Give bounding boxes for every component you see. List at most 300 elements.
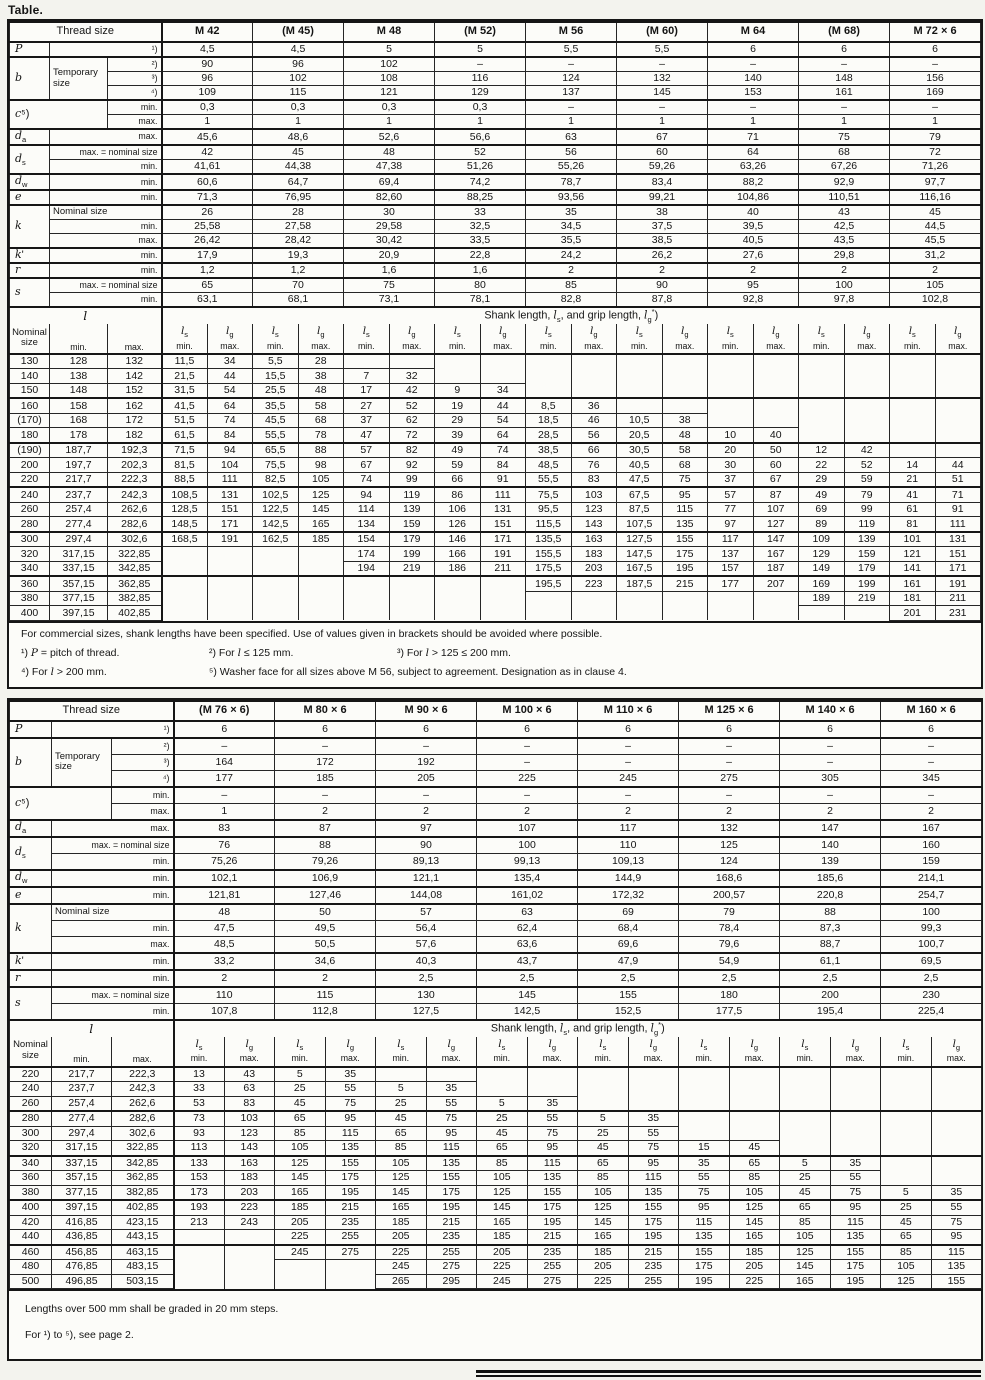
length-cell: 68	[298, 413, 344, 428]
length-cell: 49	[435, 443, 481, 458]
value-cell: 152,5	[578, 1003, 679, 1020]
length-cell: 51	[935, 472, 981, 487]
value-cell: 63	[477, 904, 578, 921]
length-cell: 131	[480, 502, 526, 517]
length-cell: 115	[325, 1126, 376, 1141]
length-cell: 215	[426, 1215, 477, 1230]
nominal-size-cell: 300	[10, 1126, 52, 1141]
length-cell: 205	[477, 1245, 528, 1260]
value-cell: 109,13	[578, 853, 679, 870]
length-cell: 155	[931, 1274, 982, 1289]
length-cell	[890, 428, 936, 443]
value-cell: 6	[799, 42, 890, 57]
value-cell: 52	[435, 145, 526, 160]
length-cell: 55,5	[253, 428, 299, 443]
property-row	[10, 129, 981, 145]
row-label: max.	[52, 936, 174, 953]
length-cell	[325, 1260, 376, 1275]
length-cell	[935, 413, 981, 428]
value-cell: –	[578, 738, 679, 755]
length-cell	[679, 1126, 730, 1141]
thread-col-header: (M 52)	[435, 22, 526, 42]
row-label: min.	[50, 293, 162, 308]
length-cell: 85	[578, 1171, 629, 1186]
length-cell: 85	[376, 1141, 427, 1156]
length-cell	[780, 1082, 831, 1097]
value-cell: 116	[435, 72, 526, 86]
length-cell: 47	[344, 428, 390, 443]
length-cell: 151	[935, 547, 981, 562]
value-cell: –	[780, 738, 881, 755]
length-cell: 203	[224, 1185, 275, 1200]
value-cell: 185,6	[780, 870, 881, 887]
length-cell	[617, 591, 663, 606]
value-cell: 1	[344, 115, 435, 130]
length-cell: 145	[298, 502, 344, 517]
value-cell: 2,5	[679, 970, 780, 987]
max-label: max.	[527, 1052, 578, 1067]
length-cell	[344, 591, 390, 606]
length-cell: 55,5	[526, 472, 572, 487]
min-label: min.	[162, 339, 208, 354]
length-cell: 145	[729, 1215, 780, 1230]
l-min-cell: 277,4	[50, 517, 108, 532]
value-cell: –	[780, 754, 881, 770]
row-label: min.	[50, 174, 162, 190]
value-cell: –	[477, 787, 578, 804]
length-cell	[224, 1230, 275, 1245]
length-cell: 165	[477, 1215, 528, 1230]
length-cell: 111	[935, 517, 981, 532]
value-cell: 148	[799, 72, 890, 86]
length-cell: 13	[174, 1067, 225, 1082]
nominal-size-cell: 200	[10, 458, 50, 473]
length-cell: 30,5	[617, 443, 663, 458]
length-cell: 92	[389, 458, 435, 473]
length-cell: 9	[435, 383, 481, 398]
length-cell: 95	[325, 1111, 376, 1126]
length-cell	[298, 561, 344, 576]
value-cell: 78,1	[435, 293, 526, 308]
length-cell: 5	[780, 1156, 831, 1171]
value-cell: 49,5	[275, 920, 376, 936]
shank-title-row	[10, 1020, 982, 1037]
length-cell: 128,5	[162, 502, 208, 517]
value-cell: 121,81	[174, 887, 275, 904]
length-cell: 75	[679, 1185, 730, 1200]
value-cell: 97,7	[890, 174, 981, 190]
min-label: min.	[477, 1052, 528, 1067]
length-cell: 181	[890, 591, 936, 606]
value-cell: 1,2	[253, 263, 344, 278]
length-cell	[571, 354, 617, 369]
value-cell: 2	[275, 803, 376, 820]
min-label: min.	[679, 1052, 730, 1067]
value-cell: 1	[617, 115, 708, 130]
value-cell: 124	[526, 72, 617, 86]
length-cell	[275, 1274, 326, 1289]
value-cell: 2	[526, 263, 617, 278]
length-cell: 137	[708, 547, 754, 562]
value-cell: 2	[617, 263, 708, 278]
value-cell: –	[799, 57, 890, 72]
value-cell: 99,21	[617, 190, 708, 205]
shank-row	[10, 443, 981, 458]
value-cell: 5	[344, 42, 435, 57]
value-cell: 88,25	[435, 190, 526, 205]
length-cell: 265	[376, 1274, 427, 1289]
length-cell: 146	[435, 532, 481, 547]
length-cell	[253, 576, 299, 591]
value-cell: 96	[162, 72, 253, 86]
row-label: $d_a$	[10, 129, 50, 145]
length-cell	[389, 591, 435, 606]
shank-title-row	[10, 307, 981, 324]
length-cell: 175	[426, 1185, 477, 1200]
value-cell: 6	[780, 721, 881, 738]
lg-header: $l_g$	[628, 1037, 679, 1053]
length-cell: 191	[207, 532, 253, 547]
value-cell: 50,5	[275, 936, 376, 953]
nominal-size-cell: 280	[10, 517, 50, 532]
value-cell: 0,3	[162, 100, 253, 115]
length-cell	[844, 383, 890, 398]
value-cell: –	[174, 787, 275, 804]
value-cell: 140	[780, 837, 881, 854]
value-cell: 71	[708, 129, 799, 145]
value-cell: 110,51	[799, 190, 890, 205]
length-cell	[890, 398, 936, 413]
property-row	[10, 293, 981, 308]
length-cell	[708, 354, 754, 369]
value-cell: 33,2	[174, 953, 275, 970]
length-cell: 125	[881, 1274, 932, 1289]
length-cell: 155	[628, 1200, 679, 1215]
value-cell: 75,26	[174, 853, 275, 870]
length-cell: 68	[662, 458, 708, 473]
row-label: ²)	[112, 738, 174, 755]
length-cell: 65	[477, 1141, 528, 1156]
l-max-cell: 483,15	[112, 1260, 174, 1275]
length-cell: 45	[729, 1141, 780, 1156]
value-cell: 34,6	[275, 953, 376, 970]
length-cell	[753, 413, 799, 428]
length-cell: 169	[799, 576, 845, 591]
length-cell	[275, 1260, 326, 1275]
length-cell: 11,5	[162, 354, 208, 369]
row-label: max. = nominal size	[50, 278, 162, 293]
value-cell: 0,3	[435, 100, 526, 115]
length-cell: 105	[376, 1156, 427, 1171]
row-label: k'	[10, 953, 52, 970]
length-cell	[881, 1082, 932, 1097]
length-cell: 75,5	[526, 487, 572, 502]
length-cell: 173	[174, 1185, 225, 1200]
row-label: max.	[50, 234, 162, 249]
length-cell: 98	[298, 458, 344, 473]
value-cell: 0,3	[344, 100, 435, 115]
length-cell	[799, 398, 845, 413]
length-cell	[435, 606, 481, 621]
length-cell: 67	[344, 458, 390, 473]
length-cell: 29	[799, 472, 845, 487]
length-cell: 115	[931, 1245, 982, 1260]
value-cell: 56,4	[376, 920, 477, 936]
value-cell: 79,6	[679, 936, 780, 953]
value-cell: 47,9	[578, 953, 679, 970]
value-cell: 2	[881, 803, 982, 820]
length-cell: 175	[325, 1171, 376, 1186]
value-cell: 144,08	[376, 887, 477, 904]
value-cell: 1	[174, 803, 275, 820]
value-cell: 92,9	[799, 174, 890, 190]
length-cell: 25	[477, 1111, 528, 1126]
length-cell: 143	[571, 517, 617, 532]
row-label: $d_s$	[10, 145, 50, 174]
value-cell: 37,5	[617, 220, 708, 234]
value-cell: 35,5	[526, 234, 617, 249]
length-cell: 95	[426, 1126, 477, 1141]
length-cell: 102,5	[253, 487, 299, 502]
value-cell: 139	[780, 853, 881, 870]
shank-row	[10, 561, 981, 576]
value-cell: 87,8	[617, 293, 708, 308]
value-cell: 24,2	[526, 248, 617, 263]
shank-subheader-row	[10, 1037, 982, 1053]
l-max-cell: 503,15	[112, 1274, 174, 1289]
value-cell: 99,13	[477, 853, 578, 870]
length-cell	[931, 1171, 982, 1186]
value-cell: 87,3	[780, 920, 881, 936]
value-cell: 56,6	[435, 129, 526, 145]
length-cell	[931, 1096, 982, 1111]
value-cell: –	[890, 57, 981, 72]
length-cell: 7	[344, 369, 390, 384]
row-label: min.	[52, 853, 174, 870]
length-cell: 135	[662, 517, 708, 532]
length-cell: 159	[389, 517, 435, 532]
length-cell: 201	[890, 606, 936, 621]
length-cell	[881, 1141, 932, 1156]
shank-row	[10, 1260, 982, 1275]
properties-section	[10, 42, 981, 307]
thread-col-header: M 110 × 6	[578, 701, 679, 721]
length-cell: 145	[477, 1200, 528, 1215]
length-cell: 89	[799, 517, 845, 532]
property-row	[10, 920, 982, 936]
value-cell: –	[890, 100, 981, 115]
min-label: min.	[376, 1052, 427, 1067]
length-cell: 64	[207, 398, 253, 413]
length-cell	[881, 1126, 932, 1141]
length-cell: 115	[527, 1156, 578, 1171]
property-row	[10, 870, 982, 887]
l-min-cell: 148	[50, 383, 108, 398]
length-cell: 107,5	[617, 517, 663, 532]
value-cell: 48	[344, 145, 435, 160]
row-label: c⁵)	[10, 100, 108, 129]
length-cell	[708, 591, 754, 606]
length-cell	[376, 1067, 427, 1082]
value-cell: 1,2	[162, 263, 253, 278]
value-cell: 97,8	[799, 293, 890, 308]
value-cell: 79	[679, 904, 780, 921]
length-cell: 245	[477, 1274, 528, 1289]
length-cell: 155	[662, 532, 708, 547]
length-cell: 275	[426, 1260, 477, 1275]
value-cell: 69	[578, 904, 679, 921]
length-cell: 195	[628, 1230, 679, 1245]
value-cell: 2	[799, 263, 890, 278]
length-cell: 106	[435, 502, 481, 517]
length-cell: 107	[753, 502, 799, 517]
length-cell: 103	[571, 487, 617, 502]
shank-row	[10, 383, 981, 398]
l-max-cell: 362,85	[108, 576, 162, 591]
length-cell	[389, 576, 435, 591]
length-cell	[830, 1126, 881, 1141]
nominal-size-cell: 500	[10, 1274, 52, 1289]
shank-row	[10, 502, 981, 517]
value-cell: 47,38	[344, 160, 435, 175]
table1-mount	[9, 21, 981, 621]
row-label: ¹)	[52, 721, 174, 738]
value-cell: 104,86	[708, 190, 799, 205]
length-cell: 12	[799, 443, 845, 458]
value-cell: 78,7	[526, 174, 617, 190]
value-cell: 79,26	[275, 853, 376, 870]
length-cell: 131	[207, 487, 253, 502]
length-cell: 43	[224, 1067, 275, 1082]
value-cell: 45,6	[162, 129, 253, 145]
length-cell	[881, 1171, 932, 1186]
value-cell: 6	[174, 721, 275, 738]
ls-header: $l_s$	[174, 1037, 225, 1053]
length-cell	[780, 1111, 831, 1126]
row-label: min.	[52, 920, 174, 936]
value-cell: 52,6	[344, 129, 435, 145]
length-cell: 159	[844, 547, 890, 562]
value-cell: 47,5	[174, 920, 275, 936]
length-cell: 186	[435, 561, 481, 576]
length-cell: 235	[325, 1215, 376, 1230]
table1-footnotes-row-2	[21, 666, 971, 678]
length-cell: 93	[174, 1126, 225, 1141]
value-cell: 156	[890, 72, 981, 86]
length-cell	[935, 354, 981, 369]
length-cell: 163	[224, 1156, 275, 1171]
length-cell: 171	[207, 517, 253, 532]
length-cell	[799, 428, 845, 443]
value-cell: 110	[578, 837, 679, 854]
row-label: e	[10, 887, 52, 904]
length-cell: 105	[275, 1141, 326, 1156]
length-cell: 45	[578, 1141, 629, 1156]
value-cell: 172	[275, 754, 376, 770]
length-cell: 42	[844, 443, 890, 458]
value-cell: 2,5	[881, 970, 982, 987]
length-cell: 225	[729, 1274, 780, 1289]
length-cell: 45	[881, 1215, 932, 1230]
row-label: k'	[10, 248, 50, 263]
length-cell: 155,5	[526, 547, 572, 562]
length-cell	[162, 591, 208, 606]
value-cell: 200	[780, 987, 881, 1004]
max-label: max.	[628, 1052, 679, 1067]
length-cell: 5	[578, 1111, 629, 1126]
length-cell	[662, 606, 708, 621]
nominal-size-cell: 360	[10, 576, 50, 591]
value-cell: 95	[708, 278, 799, 293]
length-cell: 95	[830, 1200, 881, 1215]
value-cell: 45	[890, 205, 981, 220]
length-cell: 25,5	[253, 383, 299, 398]
value-cell: 6	[376, 721, 477, 738]
length-cell: 125	[780, 1245, 831, 1260]
value-cell: 79	[890, 129, 981, 145]
table1-notes	[9, 621, 981, 687]
length-cell: 235	[527, 1245, 578, 1260]
length-cell: 95	[527, 1141, 578, 1156]
length-cell: 275	[527, 1274, 578, 1289]
length-cell: 46	[571, 413, 617, 428]
length-cell: 65	[578, 1156, 629, 1171]
length-cell	[890, 354, 936, 369]
length-cell: 67,5	[617, 487, 663, 502]
length-cell	[881, 1111, 932, 1126]
value-cell: 73,1	[344, 293, 435, 308]
value-cell: 2	[780, 803, 881, 820]
length-cell: 69	[799, 502, 845, 517]
min-label: min.	[344, 339, 390, 354]
length-cell: 185	[376, 1215, 427, 1230]
value-cell: 2	[708, 263, 799, 278]
length-cell: 77	[708, 502, 754, 517]
thread-col-header: (M 60)	[617, 22, 708, 42]
length-cell	[799, 369, 845, 384]
length-cell	[253, 606, 299, 621]
value-cell: 164	[174, 754, 275, 770]
nominal-size-cell: 180	[10, 428, 50, 443]
value-cell: 63,6	[477, 936, 578, 953]
length-cell: 151	[207, 502, 253, 517]
length-cell: 87,5	[617, 502, 663, 517]
length-cell	[527, 1067, 578, 1082]
length-cell: 185	[275, 1200, 326, 1215]
length-cell: 105	[881, 1260, 932, 1275]
shank-row	[10, 487, 981, 502]
row-label: Nominal size	[52, 904, 174, 921]
lg-header: $l_g$	[527, 1037, 578, 1053]
length-cell: 171	[480, 532, 526, 547]
shank-row	[10, 428, 981, 443]
length-cell: 105	[729, 1185, 780, 1200]
property-row	[10, 887, 982, 904]
length-cell: 167	[753, 547, 799, 562]
length-cell: 145	[376, 1185, 427, 1200]
length-cell: 55	[628, 1126, 679, 1141]
value-cell: 83	[174, 820, 275, 837]
value-cell: 116,16	[890, 190, 981, 205]
value-cell: 54,9	[679, 953, 780, 970]
l-min-cell: 187,7	[50, 443, 108, 458]
value-cell: 132	[679, 820, 780, 837]
value-cell: 185	[275, 770, 376, 787]
ls-header: $l_s$	[578, 1037, 629, 1053]
shank-row	[10, 1067, 982, 1082]
value-cell: 68,4	[578, 920, 679, 936]
property-row	[10, 145, 981, 160]
